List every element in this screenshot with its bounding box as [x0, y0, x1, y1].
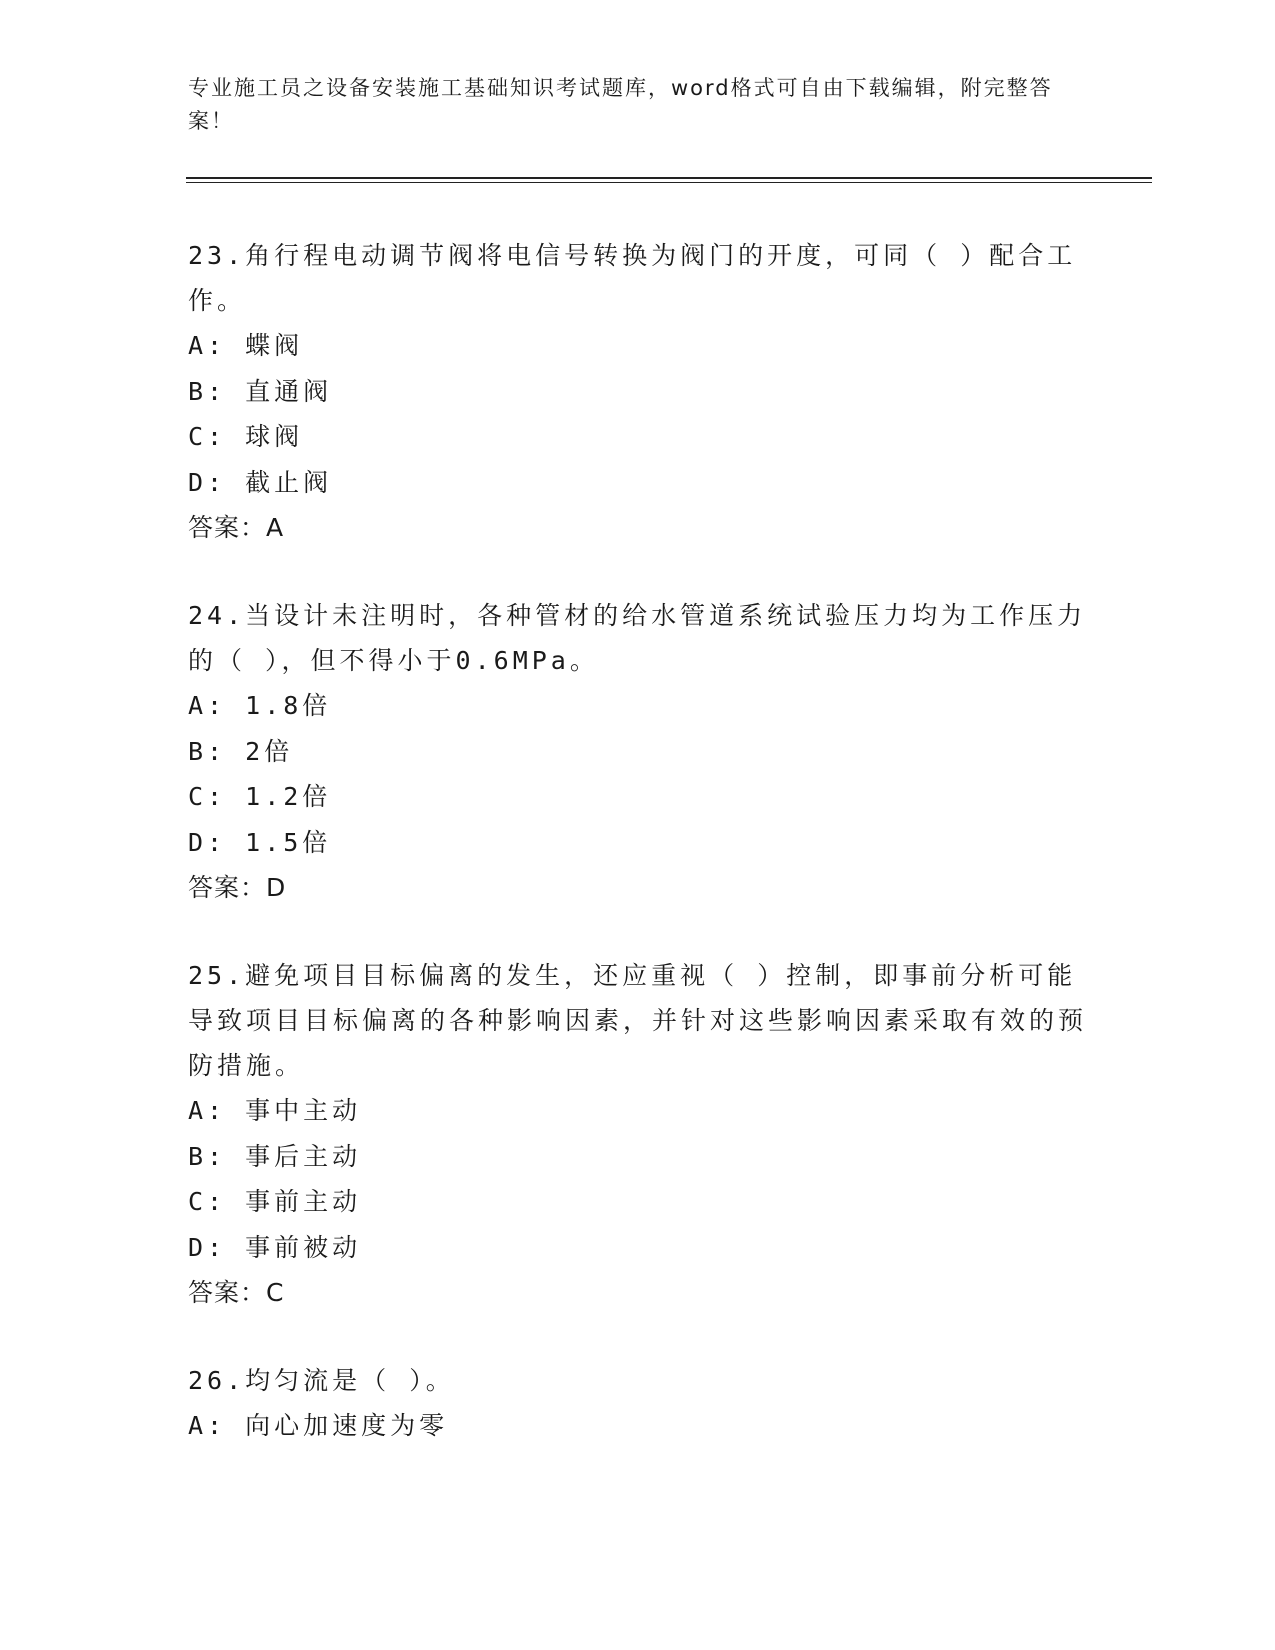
option-c: C: 事前主动 [188, 1187, 362, 1216]
answer-line: 答案：C [188, 1278, 285, 1307]
document-header: 专业施工员之设备安装施工基础知识考试题库，word格式可自由下载编辑，附完整答案！ [188, 76, 1053, 133]
option-a: A: 向心加速度为零 [188, 1411, 449, 1440]
option-a: A: 1.8倍 [188, 691, 332, 720]
option-b: B: 直通阀 [188, 376, 333, 406]
question-stem: 26.均匀流是（ ）。 [188, 1366, 455, 1395]
header-rule-top [186, 177, 1152, 179]
question-24 [188, 593, 1088, 911]
question-stem: 25.避免项目目标偏离的发生，还应重视（ ）控制，即事前分析可能导致项目目标偏离的各种影响因素，并针对这些影响因素采取有效的预防措施。 [188, 961, 1088, 1080]
option-d: D: 事前被动 [188, 1232, 362, 1262]
question-26 [188, 1358, 1088, 1449]
answer-line: 答案：D [188, 873, 287, 902]
answer-line: 答案：A [188, 513, 285, 542]
option-d: D: 截止阀 [188, 467, 333, 497]
question-list [188, 233, 1088, 1491]
question-23 [188, 233, 1088, 551]
header-rule-bottom [186, 182, 1152, 183]
option-a: A: 事中主动 [188, 1096, 362, 1125]
option-a: A: 蝶阀 [188, 331, 304, 360]
question-stem: 23.角行程电动调节阀将电信号转换为阀门的开度，可同（ ）配合工作。 [188, 241, 1077, 315]
option-c: C: 1.2倍 [188, 782, 332, 811]
question-25 [188, 953, 1088, 1316]
option-b: B: 2倍 [188, 736, 294, 766]
question-stem: 24.当设计未注明时，各种管材的给水管道系统试验压力均为工作压力的（ ），但不得小于0.6MPa。 [188, 601, 1087, 675]
option-c: C: 球阀 [188, 422, 304, 451]
option-d: D: 1.5倍 [188, 827, 332, 857]
option-b: B: 事后主动 [188, 1141, 362, 1171]
